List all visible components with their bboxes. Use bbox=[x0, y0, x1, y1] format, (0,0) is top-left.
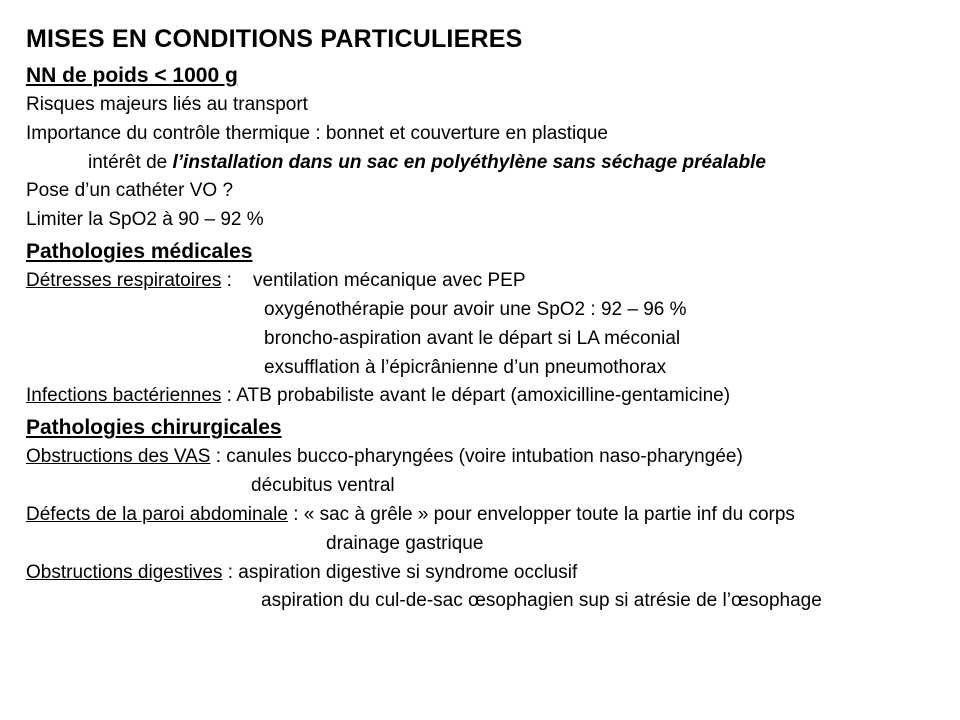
body-line-emphasis bbox=[26, 150, 942, 176]
body-line: oxygénothérapie pour avoir une SpO2 : 92 – 96 % bbox=[264, 298, 687, 320]
body-line: Risques majeurs liés au transport bbox=[26, 94, 308, 115]
section-heading-nn-poids: NN de poids < 1000 g bbox=[26, 64, 238, 87]
body-line: Pose d’un cathéter VO ? bbox=[26, 180, 234, 202]
body-line-labelled bbox=[26, 560, 942, 586]
body-line: Limiter la SpO2 à 90 – 92 % bbox=[26, 209, 264, 231]
body-line: décubitus ventral bbox=[251, 475, 395, 497]
body-line-labelled bbox=[26, 444, 942, 470]
section-heading-pathologies-medicales: Pathologies médicales bbox=[26, 240, 253, 264]
body-line-labelled bbox=[26, 383, 942, 409]
line-rest: : ATB probabiliste avant le départ (amoxicilline-gentamicine) bbox=[221, 385, 731, 407]
line-rest: : aspiration digestive si syndrome occlusif bbox=[222, 561, 578, 583]
line-label: Infections bactériennes bbox=[26, 385, 222, 407]
body-line: broncho-aspiration avant le départ si LA méconial bbox=[264, 327, 681, 349]
line-rest: : ventilation mécanique avec PEP bbox=[221, 270, 526, 292]
body-line: drainage gastrique bbox=[326, 532, 484, 554]
line-rest: : canules bucco-pharyngées (voire intubation naso-pharyngée) bbox=[210, 446, 743, 468]
body-line-labelled bbox=[26, 502, 942, 528]
line-label: Défects de la paroi abdominale bbox=[26, 503, 288, 525]
body-line: Importance du contrôle thermique : bonnet et couverture en plastique bbox=[26, 122, 608, 144]
line-label: Obstructions des VAS bbox=[26, 446, 211, 468]
line-emphasis-text: l’installation dans un sac en polyéthylène sans séchage préalable bbox=[172, 151, 766, 173]
page-title: MISES EN CONDITIONS PARTICULIERES bbox=[26, 25, 523, 53]
section-heading-pathologies-chirurgicales: Pathologies chirurgicales bbox=[26, 416, 282, 440]
body-line: aspiration du cul-de-sac œsophagien sup si atrésie de l’œsophage bbox=[261, 590, 822, 612]
line-lead-text: intérêt de bbox=[88, 151, 173, 173]
line-label: Détresses respiratoires bbox=[26, 270, 222, 292]
body-line-labelled bbox=[26, 268, 942, 294]
line-label: Obstructions digestives bbox=[26, 561, 223, 583]
line-rest: : « sac à grêle » pour envelopper toute la partie inf du corps bbox=[287, 503, 795, 525]
body-line: exsufflation à l’épicrânienne d’un pneumothorax bbox=[264, 356, 667, 378]
